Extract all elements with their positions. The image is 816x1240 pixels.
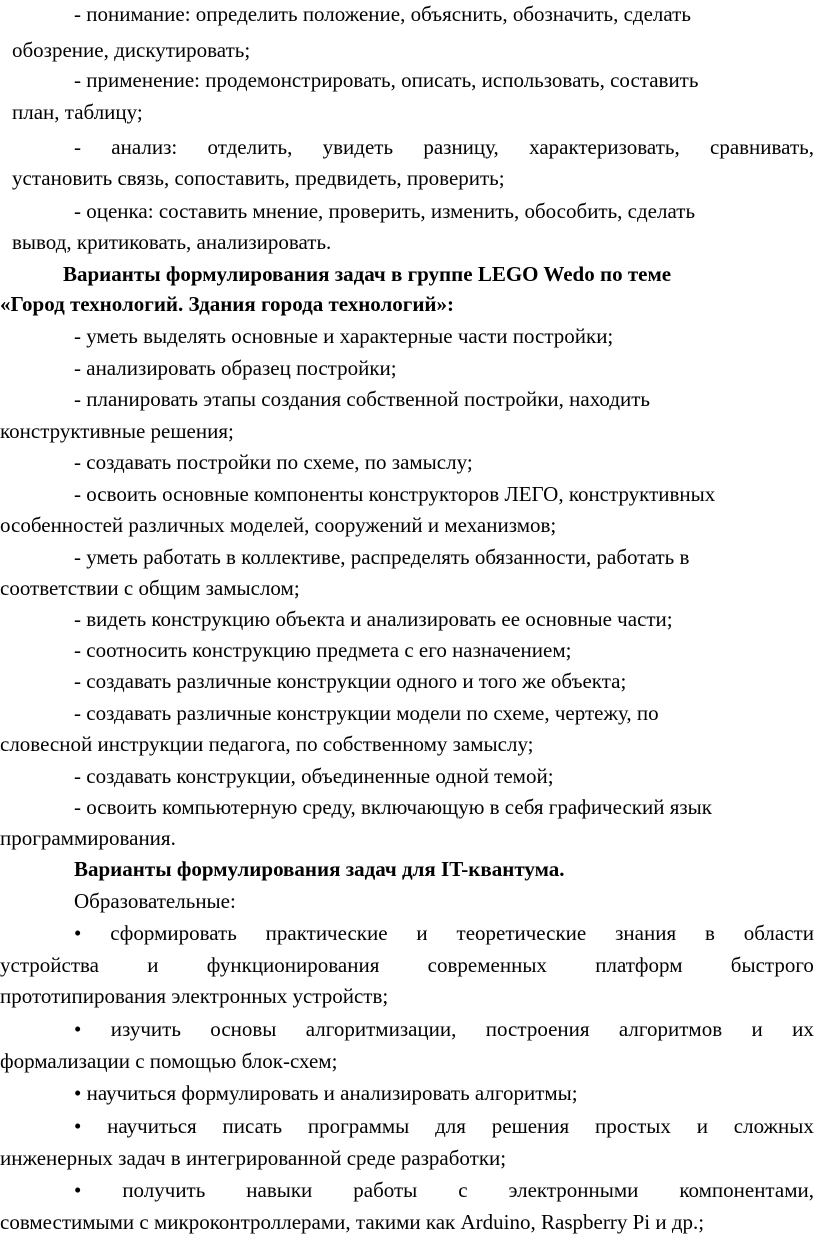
word: алгоритмизации, — [305, 1017, 457, 1041]
intro-p3-line1 — [74, 133, 814, 161]
lego-item-2: - анализировать образец постройки; — [74, 356, 397, 380]
word: сложных — [733, 1114, 814, 1138]
intro-p1-line1: - понимание: определить положение, объяснить, обозначить, сделать — [74, 2, 691, 26]
word: и — [751, 1017, 763, 1041]
word: изучить — [110, 1017, 181, 1041]
lego-item-9: - создавать различные конструкции одного и того же объекта; — [74, 669, 627, 693]
lego-item-4: - создавать постройки по схеме, по замыслу; — [74, 450, 473, 474]
it-heading: Варианты формулирования задач для IT-квантума. — [74, 857, 565, 881]
word: • — [74, 921, 82, 945]
it-item-1-line2 — [0, 951, 814, 979]
word: программы — [307, 1114, 410, 1138]
word: знания — [615, 921, 677, 945]
lego-item-1: - уметь выделять основные и характерные части постройки; — [74, 324, 614, 348]
it-item-1-line3: прототипирования электронных устройств; — [0, 984, 389, 1008]
word: сравнивать, — [710, 135, 814, 159]
it-item-4-line1 — [74, 1112, 814, 1140]
lego-item-3-line2: конструктивные решения; — [0, 419, 234, 443]
lego-item-3-line1: - планировать этапы создания собственной постройки, находить — [74, 387, 651, 411]
lego-heading-line1: Варианты формулирования задач в группе LEGO Wedo по теме — [63, 262, 672, 286]
lego-item-8: - соотносить конструкцию предмета с его назначением; — [74, 638, 572, 662]
word: и — [696, 1114, 708, 1138]
lego-item-11: - создавать конструкции, объединенные одной темой; — [74, 764, 554, 788]
it-item-2-line1 — [74, 1015, 814, 1043]
word: навыки — [246, 1178, 313, 1202]
word: основы — [210, 1017, 277, 1041]
word: • — [74, 1017, 82, 1041]
word: быстрого — [730, 953, 814, 977]
it-item-5-line1 — [74, 1176, 814, 1204]
word: в — [704, 921, 715, 945]
it-item-1-line1 — [74, 919, 814, 947]
word: анализ: — [111, 135, 178, 159]
word: платформ — [595, 953, 683, 977]
it-item-4-line2: инженерных задач в интегрированной среде разработки; — [0, 1146, 507, 1170]
word: для — [435, 1114, 466, 1138]
word: - — [74, 135, 81, 159]
intro-p1-line2: обозрение, дискутировать; — [12, 38, 251, 62]
lego-heading-line2: «Город технологий. Здания города технологий»: — [0, 292, 455, 316]
word: увидеть — [322, 135, 394, 159]
word: • — [74, 1178, 82, 1202]
word: современных — [427, 953, 547, 977]
lego-item-5-line2: особенностей различных моделей, сооружений и механизмов; — [0, 513, 557, 537]
word: функционирования — [206, 953, 380, 977]
lego-item-10-line1: - создавать различные конструкции модели по схеме, чертежу, по — [74, 701, 659, 725]
intro-p2-line1: - применение: продемонстрировать, описать, использовать, составить — [74, 68, 699, 92]
word: электронными — [508, 1178, 639, 1202]
word: их — [792, 1017, 814, 1041]
word: • — [74, 1114, 82, 1138]
word: отделить, — [207, 135, 293, 159]
lego-item-6-line1: - уметь работать в коллективе, распределять обязанности, работать в — [74, 545, 690, 569]
word: области — [743, 921, 814, 945]
word: получить — [122, 1178, 206, 1202]
lego-item-12-line2: программирования. — [0, 826, 176, 850]
word: сформировать — [110, 921, 237, 945]
lego-item-5-line1: - освоить основные компоненты конструкторов ЛЕГО, конструктивных — [74, 482, 716, 506]
word: алгоритмов — [618, 1017, 723, 1041]
word: разницу, — [423, 135, 499, 159]
intro-p2-line2: план, таблицу; — [12, 100, 143, 124]
word: характеризовать, — [529, 135, 680, 159]
lego-item-6-line2: соответствии с общим замыслом; — [0, 576, 300, 600]
word: решения — [491, 1114, 570, 1138]
lego-item-7: - видеть конструкцию объекта и анализировать ее основные части; — [74, 607, 673, 631]
it-item-3: • научиться формулировать и анализировать алгоритмы; — [74, 1081, 578, 1105]
word: работы — [353, 1178, 418, 1202]
word: и — [147, 953, 159, 977]
word: научиться — [107, 1114, 197, 1138]
it-item-5-line2: совместимыми с микроконтроллерами, такими как Arduino, Raspberry Pi и др.; — [0, 1210, 705, 1234]
it-subheading: Образовательные: — [74, 889, 236, 913]
word: писать — [222, 1114, 283, 1138]
intro-p4-line1: - оценка: составить мнение, проверить, изменить, обособить, сделать — [74, 199, 696, 223]
intro-p4-line2: вывод, критиковать, анализировать. — [12, 230, 332, 254]
word: компонентами, — [679, 1178, 814, 1202]
word: и — [416, 921, 428, 945]
word: теоретические — [456, 921, 587, 945]
word: устройства — [0, 953, 99, 977]
lego-item-12-line1: - освоить компьютерную среду, включающую в себя графический язык — [74, 795, 712, 819]
word: простых — [595, 1114, 671, 1138]
word: практические — [265, 921, 388, 945]
word: построения — [485, 1017, 590, 1041]
lego-item-10-line2: словесной инструкции педагога, по собственному замыслу; — [0, 732, 534, 756]
it-item-2-line2: формализации с помощью блок-схем; — [0, 1049, 338, 1073]
intro-p3-line2: установить связь, сопоставить, предвидеть, проверить; — [12, 166, 505, 190]
word: с — [458, 1178, 468, 1202]
